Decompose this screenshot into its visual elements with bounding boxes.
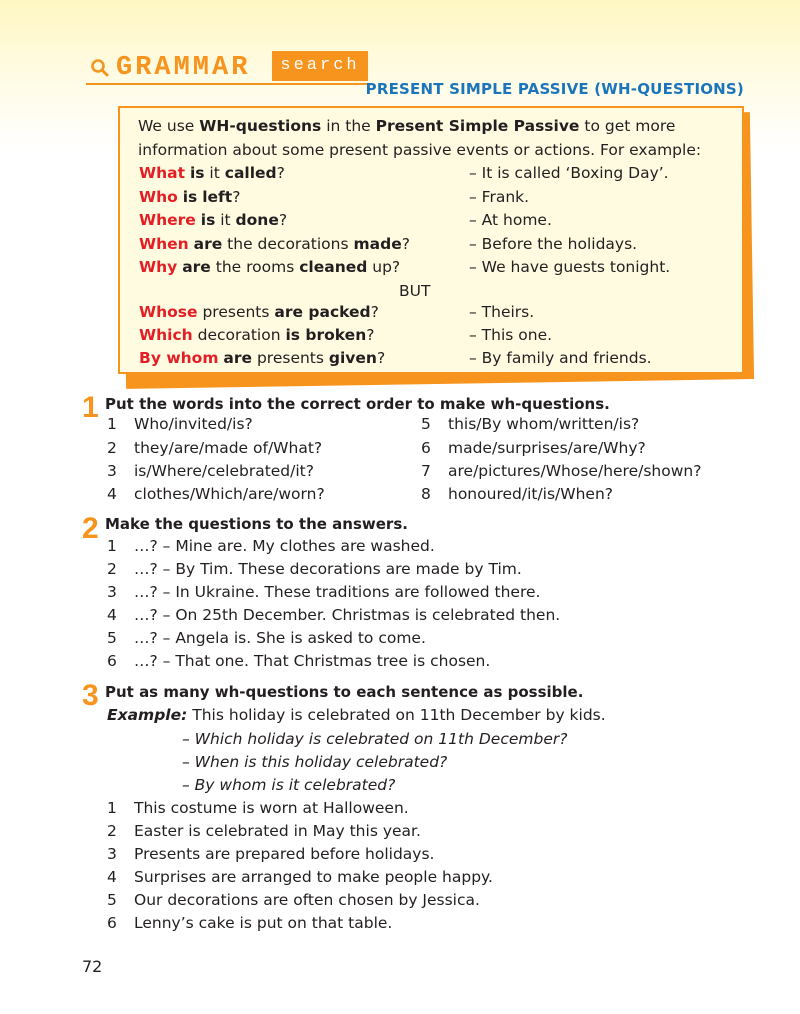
exercise-instruction: Make the questions to the answers. xyxy=(105,515,408,533)
exercise-instruction: Put the words into the correct order to make wh-questions. xyxy=(105,395,610,413)
example-answer: – By whom is it celebrated? xyxy=(182,776,396,794)
example-line: Example: This holiday is celebrated on 11th December by kids. xyxy=(107,706,606,724)
header-underline xyxy=(86,83,372,85)
search-label: search xyxy=(272,51,368,81)
exercise-number: 3 xyxy=(82,679,99,712)
grammar-search-header xyxy=(86,51,372,85)
search-icon xyxy=(90,58,110,78)
but-label: BUT xyxy=(399,282,431,300)
grammar-label: GRAMMAR xyxy=(116,53,251,83)
example-answer: – When is this holiday celebrated? xyxy=(182,753,448,771)
rule-intro: We use WH-questions in the Present Simple Passive to get more information about some present passive events or actions. For example: xyxy=(138,117,702,159)
exercise-number: 2 xyxy=(82,512,99,545)
topic-title: PRESENT SIMPLE PASSIVE (WH-QUESTIONS) xyxy=(365,80,744,98)
page-number: 72 xyxy=(82,957,103,976)
example-answer: – Which holiday is celebrated on 11th December? xyxy=(182,730,568,748)
exercise-instruction: Put as many wh-questions to each sentence as possible. xyxy=(105,683,584,701)
exercise-number: 1 xyxy=(82,391,99,424)
